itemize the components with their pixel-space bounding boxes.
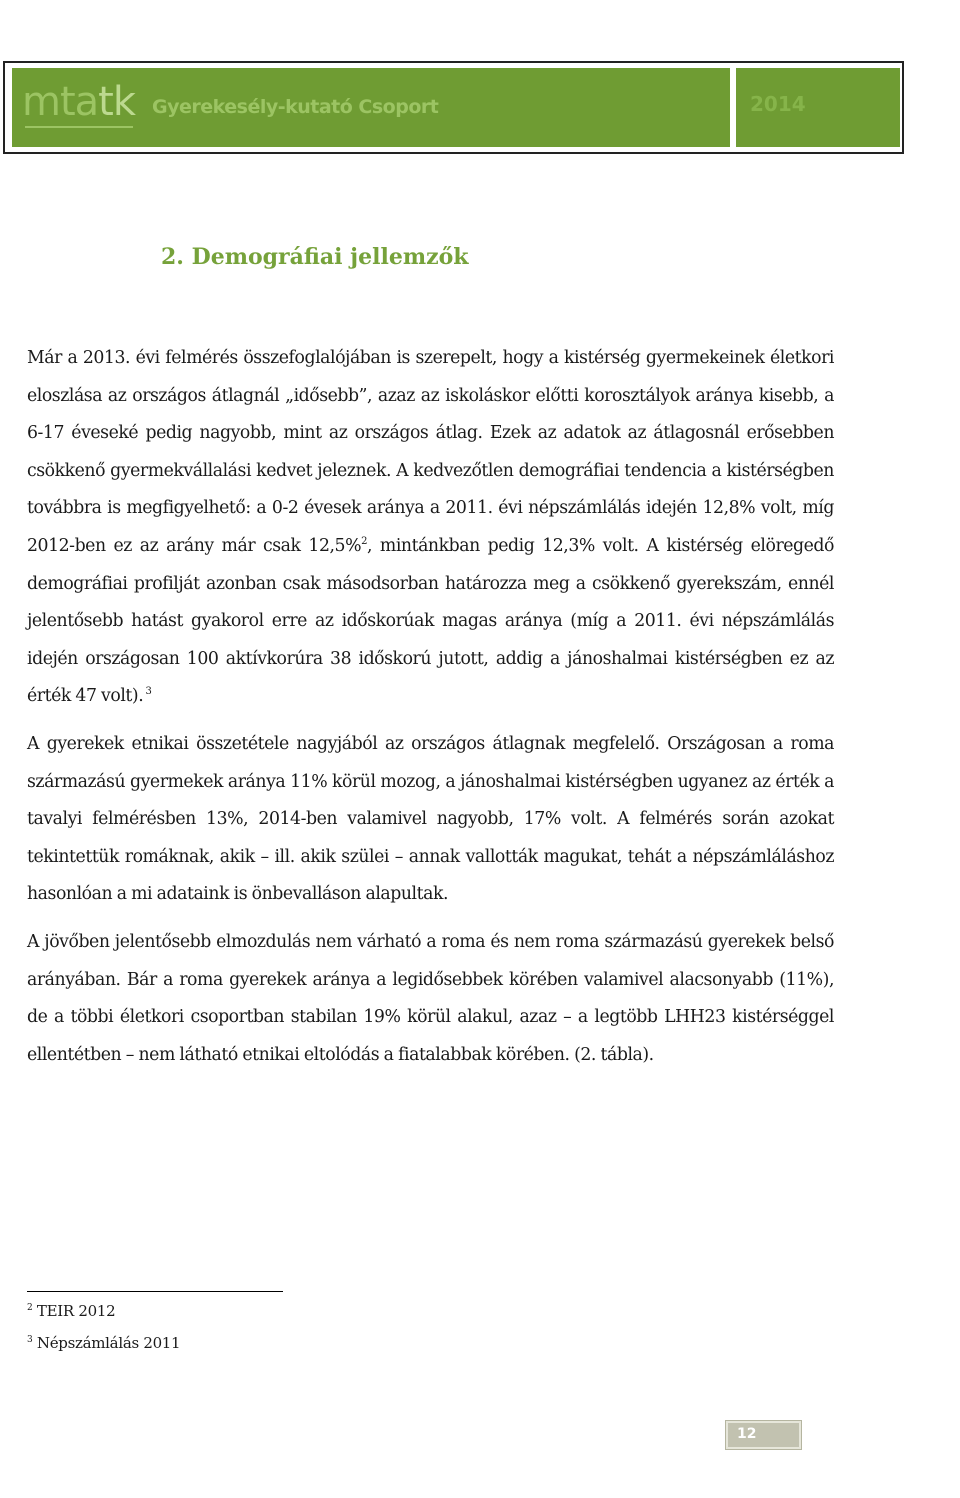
research-group-name: Gyerekesély-kutató Csoport xyxy=(152,96,439,118)
body-text xyxy=(27,340,834,1074)
logo-underline xyxy=(25,126,133,128)
footnote-text: TEIR 2012 xyxy=(36,1302,116,1320)
logo-main-text: mta xyxy=(22,79,99,125)
footnote-separator xyxy=(27,1291,283,1292)
footnote-2 xyxy=(27,1302,115,1320)
footnote-mark: 2 xyxy=(27,1303,33,1313)
paragraph-3: A jövőben jelentősebb elmozdulás nem várható a roma és nem roma származású gyerekek belső arányában. Bár a roma gyerekek aránya a legidősebbek körében valamivel alacsonyabb (11%), de a többi életkori csoportban stabilan 19% körül alakul, azaz – a legtöbb LHH23 kistérséggel ellentétben – nem látható etnikai eltolódás a fiatalabbak körében. (2. tábla). xyxy=(27,931,834,1065)
mtatk-logo xyxy=(22,79,136,125)
page-number-box xyxy=(725,1420,802,1450)
footnote-3 xyxy=(27,1334,180,1352)
footnote-ref-3[interactable]: 3 xyxy=(143,686,152,698)
paragraph-1-part-a: Már a 2013. évi felmérés összefoglalójában is szerepelt, hogy a kistérség gyermekeinek életkori eloszlása az országos átlagnál „idősebb”, azaz az iskoláskor előtti korosztályok aránya kisebb, a 6-17 éveseké pedig nagyobb, mint az országos átlag. Ezek az adatok az átlagosnál erősebben csökkenő gyermekvállalási kedvet jeleznek. A kedvezőtlen demográfiai tendencia a kistérségben továbbra is megfigyelhető: a 0-2 évesek aránya a 2011. évi népszámlálás idején 12,8% volt, míg 2012-ben ez az arány már csak 12,5% xyxy=(27,348,834,556)
header-banner xyxy=(3,61,904,154)
paragraph-1 xyxy=(27,340,834,716)
paragraph-2: A gyerekek etnikai összetétele nagyjából az országos átlagnak megfelelő. Országosan a roma származású gyermekek aránya 11% körül mozog, a jánoshalmai kistérségben ugyanez az érték a tavalyi felmérésben 13%, 2014-ben valamivel nagyobb, 17% volt. A felmérés során azokat tekintettük romáknak, akik – ill. akik szülei – annak vallották magukat, tehát a népszámláláshoz hasonlóan a mi adataink is önbevalláson alapultak. xyxy=(27,733,834,905)
footnote-mark: 3 xyxy=(27,1335,33,1345)
section-title: 2. Demográfiai jellemzők xyxy=(161,244,469,270)
header-main-panel xyxy=(12,68,730,147)
paragraph-1-part-b: , mintánkban pedig 12,3% volt. A kistérség elöregedő demográfiai profilját azonban csak másodsorban határozza meg a csökkenő gyerekszám, ennél jelentősebb hatást gyakorol erre az időskorúak magas aránya (míg a 2011. évi népszámlálás idején országosan 100 aktívkorúra 38 időskorú jutott, addig a jánoshalmai kistérségben ez az érték 47 volt). xyxy=(27,535,834,707)
logo-accent-text: tk xyxy=(98,79,136,125)
footnote-text: Népszámlálás 2011 xyxy=(36,1334,181,1352)
page-number: 12 xyxy=(737,1426,757,1442)
header-year: 2014 xyxy=(750,92,806,116)
header-year-panel xyxy=(736,68,900,147)
footnote-ref-2[interactable]: 2 xyxy=(361,535,367,547)
